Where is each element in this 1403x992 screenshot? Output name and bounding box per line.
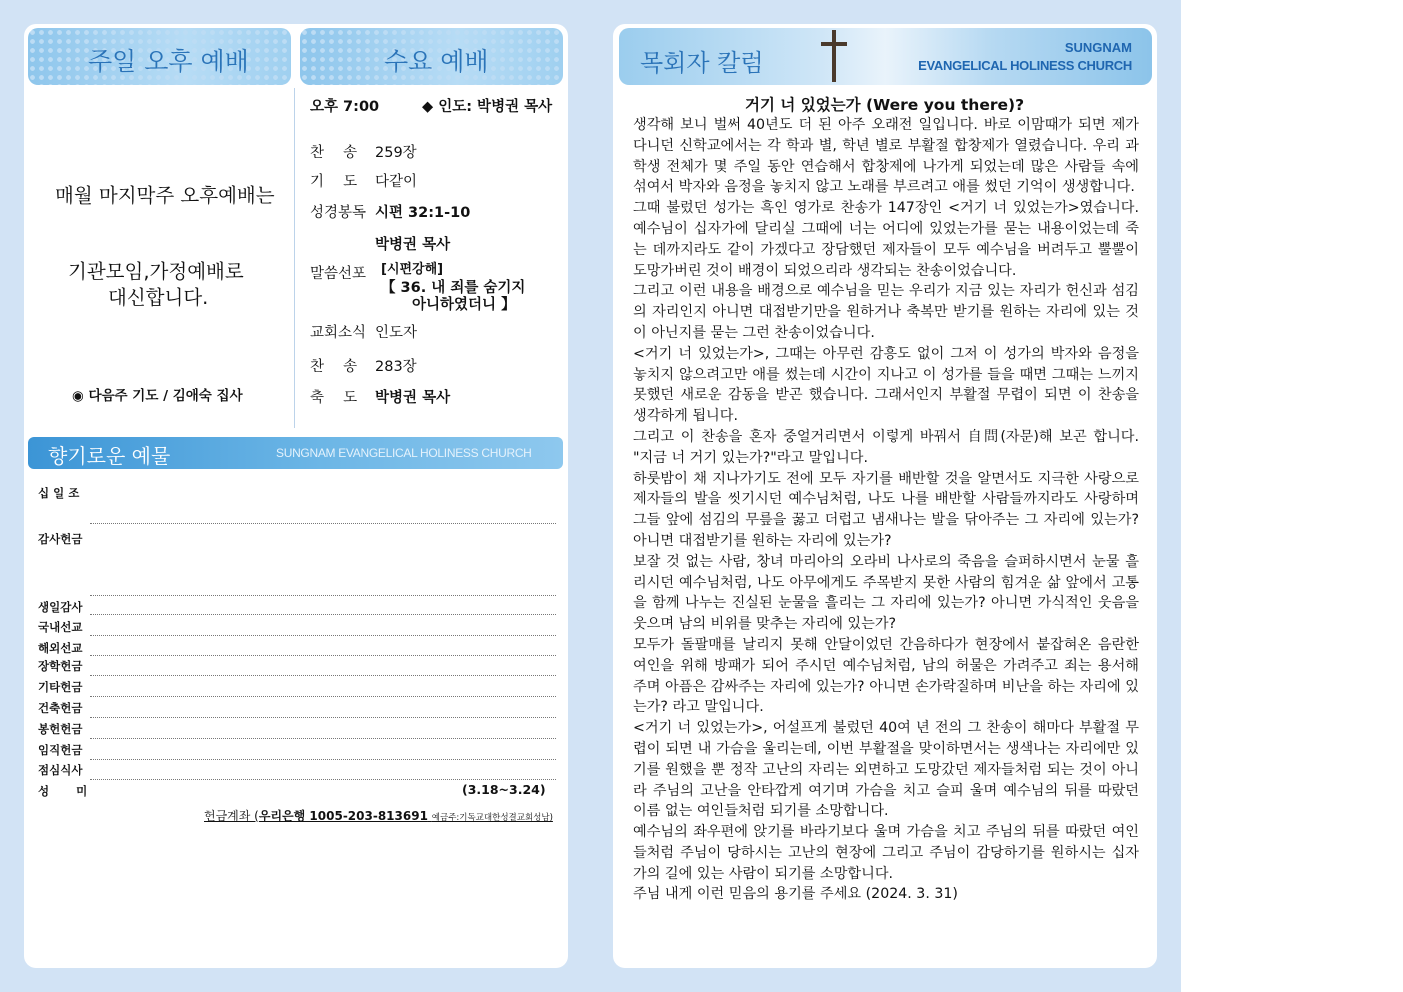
offering-label-birthday: 생일감사 [38, 600, 83, 614]
offering-label-lunch: 점심식사 [38, 763, 83, 777]
offering-label-tithe: 십 일 조 [38, 486, 80, 500]
order-value-hymn2: 283장 [375, 359, 417, 375]
column-divider [294, 88, 295, 428]
notice-line-3: 대신합니다. [108, 286, 209, 309]
offering-account [204, 807, 553, 824]
offering-period: (3.18~3.24) [462, 782, 546, 797]
order-label-hymn2: 찬 송 [310, 359, 358, 375]
account-label: 헌금계좌 ( [204, 809, 259, 823]
order-value-hymn: 259장 [375, 145, 417, 161]
order-label-prayer: 기 도 [310, 174, 358, 190]
order-label-reading: 성경봉독 [310, 205, 367, 221]
offering-label-other: 기타헌금 [38, 680, 83, 694]
offering-label-building: 건축헌금 [38, 701, 83, 715]
column-paragraph: <거기 너 있었는가>, 그때는 아무런 감흥도 없이 그저 이 성가의 박자와 음정을 놓치지 않으려고만 애를 썼는데 시간이 지나고 이 성가를 들을 때면 그때는 느끼지 못했던 새로운 감동을 받곤 했습니다. 그래서인지 부활절 무렵이 되면 이 찬송을 생각하게 됩니다. [633, 345, 1139, 425]
column-church-line-2: EVANGELICAL HOLINESS CHURCH [918, 58, 1132, 73]
order-value-benediction: 박병권 목사 [375, 390, 451, 406]
offering-line [90, 779, 556, 780]
order-label-hymn: 찬 송 [310, 145, 358, 161]
column-paragraph: 예수님의 좌우편에 앉기를 바라기보다 울며 가슴을 치고 주님의 뒤를 따랐던 여인들처럼 주님이 당하시는 고난의 현장에 그리고 주님이 감당하기를 원하시는 십자가의 길에 있는 사람이 되기를 소망합니다. [633, 824, 1139, 882]
notice-line-1: 매월 마지막주 오후예배는 [55, 184, 275, 207]
offering-label-overseas-mission: 해외선교 [38, 641, 83, 655]
sermon-title-line-2: 아니하였더니 】 [412, 297, 516, 313]
offering-line [90, 738, 556, 739]
column-body [633, 115, 1139, 905]
offering-label-dedication: 봉헌헌금 [38, 722, 83, 736]
column-closing: 주님 내게 이런 믿음의 용기를 주세요 (2024. 3. 31) [633, 886, 958, 903]
offering-line [90, 595, 556, 596]
column-header-title: 목회자 칼럼 [640, 49, 764, 77]
offering-line [90, 696, 556, 697]
offering-line [90, 717, 556, 718]
column-paragraph: 모두가 돌팔매를 날리지 못해 안달이었던 간음하다가 현장에서 붙잡혀온 음란한 여인을 위해 방패가 되어 주시던 예수님처럼, 남의 허물은 가려주고 죄는 용서해 주며 아픔은 감싸주는 자리에 있는가? 아니면 손가락질하며 비난을 하는 자리에 있는가? 라고 말입니다. [633, 636, 1139, 716]
left-page [24, 24, 568, 968]
offering-line-tithe [90, 523, 556, 524]
offering-label-thanks: 감사헌금 [38, 532, 83, 546]
offering-line [90, 614, 556, 615]
sermon-label: 말씀선포 [310, 266, 367, 282]
offering-label-name: 성 미 [38, 784, 88, 798]
column-paragraph: 생각해 보니 벌써 40년도 더 된 아주 오래전 일입니다. 바로 이맘때가 되면 제가 다니던 신학교에서는 각 학과 별, 학년 별로 부활절 합창제가 열렸습니다. 우리 과 학생 전체가 몇 주일 동안 연습해서 합창제에 나가게 되었는데 많은 사람들 속에 섞여서 박자와 음정을 놓치지 않고 노래를 부르려고 애를 썼던 기억이 생생합니다. [633, 117, 1139, 196]
offering-label-domestic-mission: 국내선교 [38, 620, 83, 634]
service-time: 오후 7:00 [310, 99, 380, 115]
offering-label-ordination: 임직헌금 [38, 743, 83, 757]
order-value-prayer: 다같이 [375, 174, 418, 190]
column-title: 거기 너 있었는가 (Were you there)? [745, 96, 1025, 114]
service-leader: ◆ 인도: 박병권 목사 [422, 99, 553, 115]
column-paragraph: 그때 불렀던 성가는 흑인 영가로 찬송가 147장인 <거기 너 있었는가>였습니다. 예수님이 십자가에 달리실 그때에 너는 어디에 있었는가를 묻는 내용이었는데 죽는 데까지라도 같이 가겠다고 장담했던 제자들이 모두 예수님을 버려두고 뿔뿔이 도망가버린 것이 배경이 되었으리라 생각되는 찬송이었습니다. [633, 200, 1139, 279]
sunday-afternoon-title: 주일 오후 예배 [88, 47, 249, 76]
column-paragraph: 그리고 이런 내용을 배경으로 예수님을 믿는 우리가 지금 있는 자리가 헌신과 섬김의 자리인지 아니면 대접받기만을 원하거나 축복만 받기를 원하는 자리에 있는 것이 아닌지를 묻는 그런 찬송이었습니다. [633, 283, 1139, 341]
offering-line [90, 655, 556, 656]
sermon-series: [시편강해] [381, 262, 444, 277]
next-prayer: ◉ 다음주 기도 / 김애숙 집사 [72, 388, 243, 404]
account-number: 우리은행 1005-203-813691 [258, 809, 428, 823]
column-paragraph: 보잘 것 없는 사람, 창녀 마리아의 오라비 나사로의 죽음을 슬퍼하시면서 눈물 흘리시던 예수님처럼, 나도 아무에게도 주목받지 못한 사람의 힘겨운 삶 앞에서 고통을 함께 나누는 진실된 눈물을 흘리는 그 자리에 있는가? 아니면 가식적인 웃음을 웃으며 남의 비위를 맞추는 자리에 있는가? [633, 553, 1139, 633]
wednesday-header [300, 28, 563, 85]
account-holder: 예금주:기독교대한성결교회성남) [431, 813, 553, 823]
order-label-news: 교회소식 [310, 325, 367, 341]
sermon-title-line-1: 【 36. 내 죄를 숨기지 [381, 280, 526, 296]
offering-line [90, 675, 556, 676]
notice-line-2: 기관모임,가정예배로 [68, 260, 244, 283]
offering-church-name: SUNGNAM EVANGELICAL HOLINESS CHURCH [276, 446, 532, 460]
column-paragraph: 그리고 이 찬송을 혼자 중얼거리면서 이렇게 바꿔서 自問(자문)해 보곤 합니다. "지금 너 거기 있는가?"라고 말입니다. [633, 428, 1139, 466]
column-paragraph: 하룻밤이 채 지나가기도 전에 모두 자기를 배반할 것을 알면서도 지극한 사랑으로 제자들의 발을 씻기시던 예수님처럼, 나도 나를 배반할 사람들까지라도 사랑하며 그들 앞에 섬김의 무릎을 꿇고 더럽고 냄새나는 발을 닦아주는 그 자리에 있는가? 아니면 대접받기를 원하는 자리에 있는가? [633, 470, 1139, 549]
offering-label-scholarship: 장학헌금 [38, 659, 83, 673]
order-value-reading: 시편 32:1-10 [375, 205, 471, 221]
order-value-news: 인도자 [375, 325, 418, 341]
offering-title: 향기로운 예물 [48, 444, 171, 468]
order-label-benediction: 축 도 [310, 390, 358, 406]
sermon-preacher: 박병권 목사 [375, 237, 451, 253]
sunday-afternoon-header [28, 28, 291, 85]
offering-line [90, 759, 556, 760]
column-church-line-1: SUNGNAM [1064, 40, 1132, 55]
offering-line [90, 635, 556, 636]
offering-header [28, 437, 563, 469]
wednesday-title: 수요 예배 [384, 47, 489, 76]
column-header [619, 28, 1152, 85]
cross-icon [815, 28, 855, 84]
column-paragraph: <거기 너 있었는가>, 어설프게 불렀던 40여 년 전의 그 찬송이 해마다 부활절 무렵이 되면 내 가슴을 울리는데, 이번 부활절을 맞이하면서는 생색나는 자리에만 있기를 원했을 뿐 정작 고난의 자리는 외면하고 도망갔던 제자들처럼 되는 것이 아니라 주님의 고난을 안타깝게 여기며 가슴을 치고 슬피 울며 예수님의 뒤를 따랐던 이름 없는 여인들처럼 되기를 소망합니다. [633, 720, 1139, 820]
